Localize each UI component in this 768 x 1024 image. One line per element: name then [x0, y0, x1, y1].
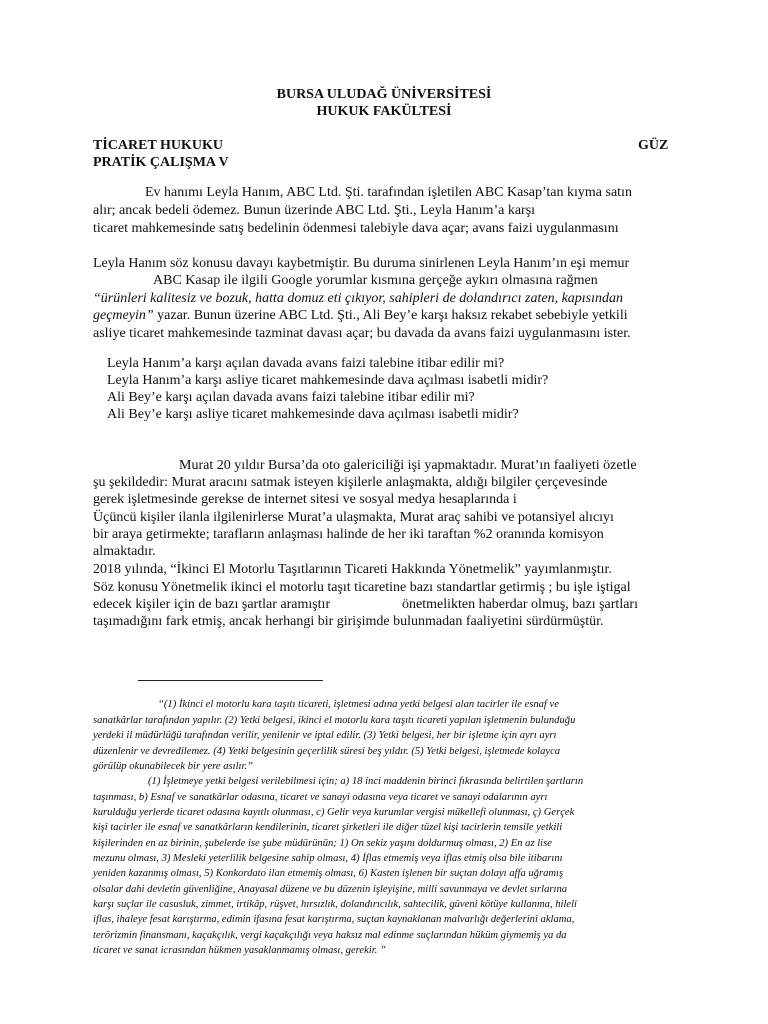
question-item: Leyla Hanım’a karşı asliye ticaret mahkemesinde dava açılması isabetli midir? [107, 373, 549, 388]
case2-line: Murat 20 yıldır Bursa’da oto galericiliği işi yapmaktadır. Murat’ın faaliyeti özetle [179, 458, 637, 473]
case1-line: ticaret mahkemesinde satış bedelinin ödenmesi talebiyle dava açar; avans faizi uygulanmasını [93, 221, 619, 236]
case1-line: asliye ticaret mahkemesinde tazminat davası açar; bu davada da avans faizi uygulanmasını ister. [93, 326, 631, 341]
case1-line-rest: yazar. Bunun üzerine ABC Ltd. Şti., Ali Bey’e karşı haksız rekabet sebebiyle yetkili [153, 308, 628, 323]
case2-line: taşımadığını fark etmiş, ancak herhangi bir girişimde bulunmadan faaliyetini sürdürmüştür. [93, 614, 604, 629]
case2-line: gerek işletmesinde gerekse de internet sitesi ve sosyal medya hesaplarında i [93, 492, 517, 507]
footnote-line: görülüp okunabilecek bir yere asılır.” [93, 761, 253, 772]
case1-line: Ev hanımı Leyla Hanım, ABC Ltd. Şti. tarafından işletilen ABC Kasap’tan kıyma satın [145, 185, 632, 200]
case1-quote-end: geçmeyin” [93, 308, 154, 323]
case2-line: almaktadır. [93, 544, 156, 559]
case2-line: bir araya getirmekte; tarafların anlaşması halinde de her iki taraftan %2 oranında komisyon [93, 527, 604, 542]
question-item: Ali Bey’e karşı açılan davada avans faizi talebine itibar edilir mi? [107, 390, 475, 405]
faculty-name: HUKUK FAKÜLTESİ [316, 104, 452, 119]
footnote-separator [138, 680, 323, 681]
course-title: TİCARET HUKUKU [93, 138, 224, 153]
footnote-line: karşı suçlar ile casusluk, zimmet, irtikâp, rüşvet, hırsızlık, dolandırıcılık, sahtecilik, güveni kötüye kullanma, hileli [93, 899, 577, 910]
footnote-line: (1) İşletmeye yetki belgesi verilebilmesi için; a) 18 inci maddenin birinci fıkrasında belirtilen şartların [148, 776, 584, 787]
footnote-line: iflas, ihaleye fesat karıştırma, edimin ifasına fesat karıştırma, suçtan kaynaklanan malvarlığı değerlerini aklama, [93, 914, 575, 925]
case1-line: Leyla Hanım söz konusu davayı kaybetmiştir. Bu duruma sinirlenen Leyla Hanım’ın eşi memur [93, 256, 630, 271]
case2-line: edecek kişiler için de bazı şartlar aramıştır [93, 597, 331, 612]
footnote-line: yerdeki il müdürlüğü tarafından verilir, yenilenir ve iptal edilir. (3) Yetki belgesi, her bir işletme için ayrı ayrı [93, 730, 557, 741]
case2-line: şu şekildedir: Murat aracını satmak isteyen kişilerle anlaşmakta, aldığı bilgiler çerçevesinde [93, 475, 608, 490]
university-name: BURSA ULUDAĞ ÜNİVERSİTESİ [276, 87, 492, 102]
case2-line: 2018 yılında, “İkinci El Motorlu Taşıtlarının Ticareti Hakkında Yönetmelik” yayımlanmıştır. [93, 562, 612, 577]
footnote-line: düzenlenir ve devredilemez. (4) Yetki belgesinin geçerlilik süresi beş yıldır. (5) Yetki belgesi, işletmede kolayca [93, 746, 561, 757]
case1-line [93, 307, 628, 325]
footnote-line: olsalar dahi devletin güvenliğine, Anayasal düzene ve bu düzenin işleyişine, milli savunmaya ve devlet sırlarına [93, 884, 568, 895]
case2-line: Söz konusu Yönetmelik ikinci el motorlu taşıt ticaretine bazı standartlar getirmiş ; bu işle iştigal [93, 580, 631, 595]
case1-line: ABC Kasap ile ilgili Google yorumlar kısmına gerçeğe aykırı olmasına rağmen [153, 273, 598, 288]
footnote-line: terörizmin finansmanı, kaçakçılık, vergi kaçakçılığı veya haksız mal edinme suçlarından hüküm giymemiş ya da [93, 930, 567, 941]
case2-line: önetmelikten haberdar olmuş, bazı şartları [402, 597, 638, 612]
footnote-line: mezunu olması, 3) Mesleki yeterlilik belgesine sahip olması, 4) İflas etmemiş veya iflas etmiş olsa bile itibarını [93, 853, 563, 864]
footnote-line: “(1) İkinci el motorlu kara taşıtı ticareti, işletmesi adına yetki belgesi alan tacirler ile esnaf ve [158, 699, 559, 710]
semester-label: GÜZ [638, 138, 669, 153]
footnote-line: yeniden kazanmış olması, 5) Konkordato ilan etmemiş olması, 6) Kasten işlenen bir suçtan dolayı affa uğramış [93, 868, 564, 879]
footnote-line: ticaret ve sanat icrasından hükmen yasaklanmamış olması, gerekir. ” [93, 945, 386, 956]
case1-line: alır; ancak bedeli ödemez. Bunun üzerinde ABC Ltd. Şti., Leyla Hanım’a karşı [93, 203, 536, 218]
footnote-line: kişi tacirler ile esnaf ve sanatkârların kendilerinin, ticaret şirketleri ile diğer tüzel kişi tacirlerin temsile yetkili [93, 822, 563, 833]
footnote-line: kurulduğu yerlerde ticaret odasına kayıtlı olunması, c) Gelir veya kurumlar vergisi mükellefi olunması, ç) Gerçek [93, 807, 575, 818]
question-item: Ali Bey’e karşı asliye ticaret mahkemesinde dava açılması isabetli midir? [107, 407, 519, 422]
footnote-line: kişilerinden en az birinin, şubelerde ise şube müdürünün; 1) On sekiz yaşını doldurmuş olması, 2) En az lise [93, 838, 552, 849]
footnote-line: sanatkârlar tarafından yapılır. (2) Yetki belgesi, ikinci el motorlu kara taşıtı ticareti yapılan işletmenin bulunduğu [93, 715, 576, 726]
question-item: Leyla Hanım’a karşı açılan davada avans faizi talebine itibar edilir mi? [107, 356, 505, 371]
case1-quote-line: “ürünleri kalitesiz ve bozuk, hatta domuz eti çıkıyor, sahipleri de dolandırıcı zaten, kapısından [93, 291, 624, 306]
practice-title: PRATİK ÇALIŞMA V [93, 155, 229, 170]
case2-line: Üçüncü kişiler ilanla ilgilenirlerse Murat’a ulaşmakta, Murat araç sahibi ve potansiyel alıcıyı [93, 510, 614, 525]
footnote-line: taşınması, b) Esnaf ve sanatkârlar odasına, ticaret ve sanayi odasına veya ticaret ve sanayi odalarının ayrı [93, 792, 548, 803]
